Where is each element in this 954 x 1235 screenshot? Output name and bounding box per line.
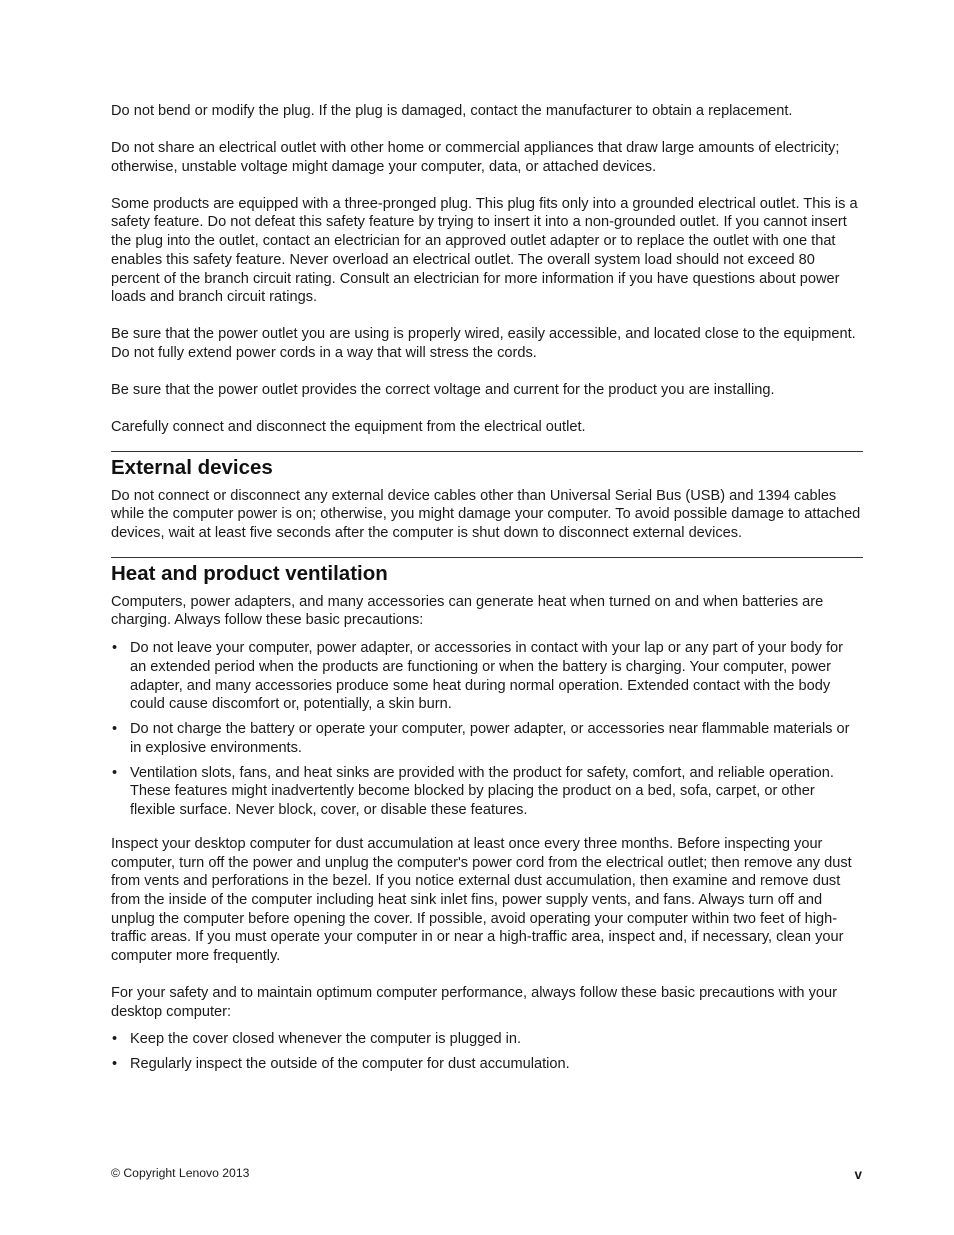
section-heat bbox=[111, 562, 863, 586]
list-item: • Regularly inspect the outside of the computer for dust accumulation. bbox=[112, 1056, 570, 1073]
list-item: • Ventilation slots, fans, and heat sinks are provided with the product for safety, comfort, and reliable operation. These features might inadvertently become blocked by placing the product on a bed, sofa, carpet, or other flexible surface. Never block, cover, or disable these features. bbox=[112, 764, 834, 819]
page-content bbox=[111, 102, 863, 1080]
bullet-icon: • bbox=[112, 640, 118, 657]
paragraph-connect: Carefully connect and disconnect the equipment from the electrical outlet. bbox=[111, 418, 586, 435]
heading-heat-ventilation: Heat and product ventilation bbox=[111, 561, 388, 585]
bullet-icon: • bbox=[112, 721, 118, 738]
paragraph-safety: For your safety and to maintain optimum computer performance, always follow these basic precautions with your desktop computer: bbox=[111, 985, 837, 1020]
paragraph-outlet-sharing: Do not share an electrical outlet with other home or commercial appliances that draw large amounts of electricity; otherwise, unstable voltage might damage your computer, data, or attached devices. bbox=[111, 140, 840, 175]
section-external-devices bbox=[111, 456, 863, 480]
list-item: • Do not charge the battery or operate your computer, power adapter, or accessories near flammable materials or in explosive environments. bbox=[112, 721, 850, 756]
paragraph-outlet-wiring: Be sure that the power outlet you are using is properly wired, easily accessible, and located close to the equipment. Do not fully extend power cords in a way that will stress the cords. bbox=[111, 326, 856, 361]
paragraph-three-pronged-plug: Some products are equipped with a three-pronged plug. This plug fits only into a grounded electrical outlet. This is a safety feature. Do not defeat this safety feature by trying to insert it into a non-grounded outlet. If you cannot insert the plug into the outlet, contact an electrician for an approved outlet adapter or to replace the outlet with one that enables this safety feature. Never overload an electrical outlet. The overall system load should not exceed 80 percent of the branch circuit rating. Consult an electrician for more information if you have questions about power loads and branch circuit ratings. bbox=[111, 195, 858, 306]
heading-external-devices: External devices bbox=[111, 455, 273, 479]
bullet-icon: • bbox=[112, 1031, 118, 1048]
desktop-precautions-list bbox=[111, 1030, 863, 1074]
heat-precautions-list bbox=[111, 639, 863, 820]
paragraph-plug: Do not bend or modify the plug. If the plug is damaged, contact the manufacturer to obtain a replacement. bbox=[111, 103, 793, 119]
paragraph-dust-inspection: Inspect your desktop computer for dust accumulation at least once every three months. Before inspecting your computer, turn off the power and unplug the computer's power cord from the electrical outlet; then remove any dust from vents and perforations in the bezel. If you notice external dust accumulation, then examine and remove dust from the inside of the computer including heat sink inlet fins, power supply vents, and fans. Always turn off and unplug the computer before opening the cover. If possible, avoid operating your computer within two feet of high-traffic areas. If you must operate your computer in or near a high-traffic area, inspect and, if necessary, clean your computer more frequently. bbox=[111, 835, 852, 965]
list-item: • Do not leave your computer, power adapter, or accessories in contact with your lap or any part of your body for an extended period when the products are functioning or when the battery is charging. Your computer, power adapter, and many accessories produce some heat during normal operation. Extended contact with the body could cause discomfort or, potentially, a skin burn. bbox=[112, 640, 844, 713]
paragraph-external-devices: Do not connect or disconnect any external device cables other than Universal Serial Bus (USB) and 1394 cables while the computer power is on; otherwise, you might damage your computer. To avoid possible damage to attached devices, wait at least five seconds after the computer is shut down to disconnect external devices. bbox=[111, 487, 861, 542]
footer-copyright: © Copyright Lenovo 2013 bbox=[111, 1166, 250, 1180]
bullet-icon: • bbox=[112, 764, 118, 781]
paragraph-voltage: Be sure that the power outlet provides the correct voltage and current for the product you are installing. bbox=[111, 381, 775, 398]
bullet-icon: • bbox=[112, 1056, 118, 1073]
list-item: • Keep the cover closed whenever the computer is plugged in. bbox=[112, 1031, 522, 1048]
paragraph-heat-intro: Computers, power adapters, and many accessories can generate heat when turned on and when batteries are charging. Always follow these basic precautions: bbox=[111, 593, 824, 629]
page-number: v bbox=[854, 1167, 862, 1182]
